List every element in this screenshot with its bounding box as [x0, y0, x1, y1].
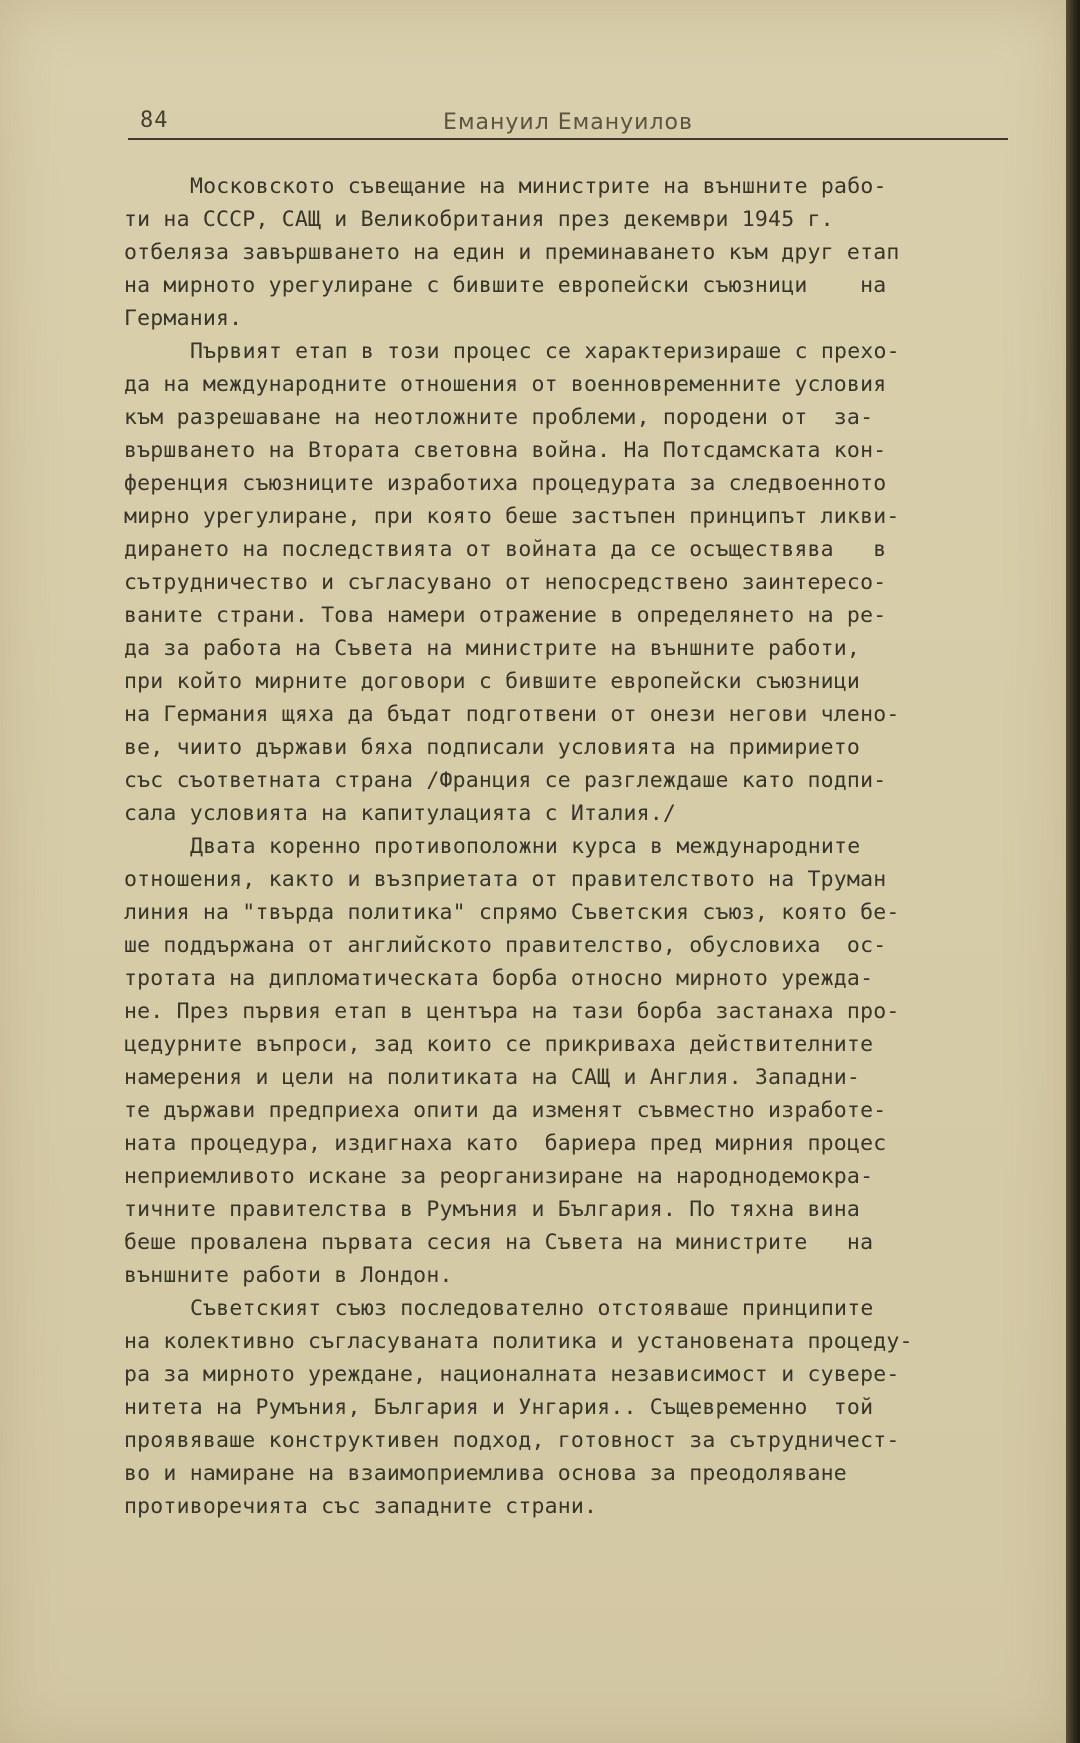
text-line: Съветският съюз последователно отстояваше принципите: [190, 1296, 874, 1321]
text-line: на Германия щяха да бъдат подготвени от онези негови члено-: [124, 702, 900, 727]
text-line: Първият етап в този процес се характеризираше с прехо-: [190, 339, 900, 364]
text-line: при който мирните договори с бившите европейски съюзници: [124, 669, 861, 694]
text-line: Двата коренно противоположни курса в международните: [190, 834, 861, 859]
text-line: неприемливото искане за реорганизиране на народнодемокра-: [124, 1164, 874, 1189]
text-line: Московското съвещание на министрите на външните рабо-: [190, 174, 887, 199]
text-line: вършването на Втората световна война. На Потсдамската кон-: [124, 438, 887, 463]
text-line: противоречията със западните страни.: [124, 1494, 598, 1519]
page-edge-shadow: [1066, 0, 1080, 1743]
page-number: 84: [140, 108, 169, 133]
text-line: към разрешаване на неотложните проблеми, породени от за-: [124, 405, 874, 430]
text-line: линия на "твърда политика" спрямо Съветския съюз, която бе-: [124, 900, 900, 925]
text-line: ти на СССР, САЩ и Великобритания през декември 1945 г.: [124, 207, 834, 232]
text-line: да на международните отношения от военновременните условия: [124, 372, 887, 397]
text-line: тротата на дипломатическата борба относно мирното урежда-: [124, 966, 874, 991]
paragraph: [124, 335, 1024, 830]
text-line: Германия.: [124, 306, 243, 331]
text-line: отношения, както и възприетата от правителството на Труман: [124, 867, 887, 892]
page-header: [128, 104, 1008, 140]
text-line: сътрудничество и съгласувано от непосредствено заинтересо-: [124, 570, 887, 595]
running-title: Емануил Емануилов: [443, 110, 693, 135]
text-line: нитета на Румъния, България и Унгария.. Същевременно той: [124, 1395, 874, 1420]
text-line: да за работа на Съвета на министрите на външните работи,: [124, 636, 861, 661]
text-line: ше поддържана от английското правителство, обусловиха ос-: [124, 933, 887, 958]
text-line: ве, чиито държави бяха подписали условията на примирието: [124, 735, 861, 760]
text-line: не. През първия етап в центъра на тази борба застанаха про-: [124, 999, 900, 1024]
text-line: отбеляза завършването на един и преминаването към друг етап: [124, 240, 900, 265]
text-line: мирно урегулиране, при която беше застъпен принципът ликви-: [124, 504, 900, 529]
text-line: беше провалена първата сесия на Съвета на министрите на: [124, 1230, 874, 1255]
text-line: ваните страни. Това намери отражение в определянето на ре-: [124, 603, 887, 628]
text-line: със съответната страна /Франция се разглеждаше като подпи-: [124, 768, 887, 793]
text-line: намерения и цели на политиката на САЩ и Англия. Западни-: [124, 1065, 861, 1090]
text-line: тичните правителства в Румъния и България. По тяхна вина: [124, 1197, 861, 1222]
text-line: во и намиране на взаимоприемлива основа за преодоляване: [124, 1461, 847, 1486]
text-line: дирането на последствията от войната да се осъществява в: [124, 537, 887, 562]
text-line: на колективно съгласуваната политика и установената процеду-: [124, 1329, 913, 1354]
paragraph: [124, 830, 1024, 1292]
text-line: на мирното урегулиране с бившите европейски съюзници на: [124, 273, 887, 298]
text-line: проявяваше конструктивен подход, готовност за сътрудничест-: [124, 1428, 900, 1453]
text-line: ната процедура, издигнаха като бариера пред мирния процес: [124, 1131, 887, 1156]
text-line: външните работи в Лондон.: [124, 1263, 453, 1288]
text-line: цедурните въпроси, зад които се прикриваха действителните: [124, 1032, 874, 1057]
text-line: сала условията на капитулацията с Италия./: [124, 801, 677, 826]
text-line: ференция съюзниците изработиха процедурата за следвоенното: [124, 471, 887, 496]
text-line: ра за мирното уреждане, националната независимост и сувере-: [124, 1362, 900, 1387]
text-line: те държави предприеха опити да изменят съвместно изработе-: [124, 1098, 887, 1123]
paragraph: [124, 1292, 1024, 1523]
paragraph: [124, 170, 1024, 335]
body-text: [124, 170, 1024, 1523]
